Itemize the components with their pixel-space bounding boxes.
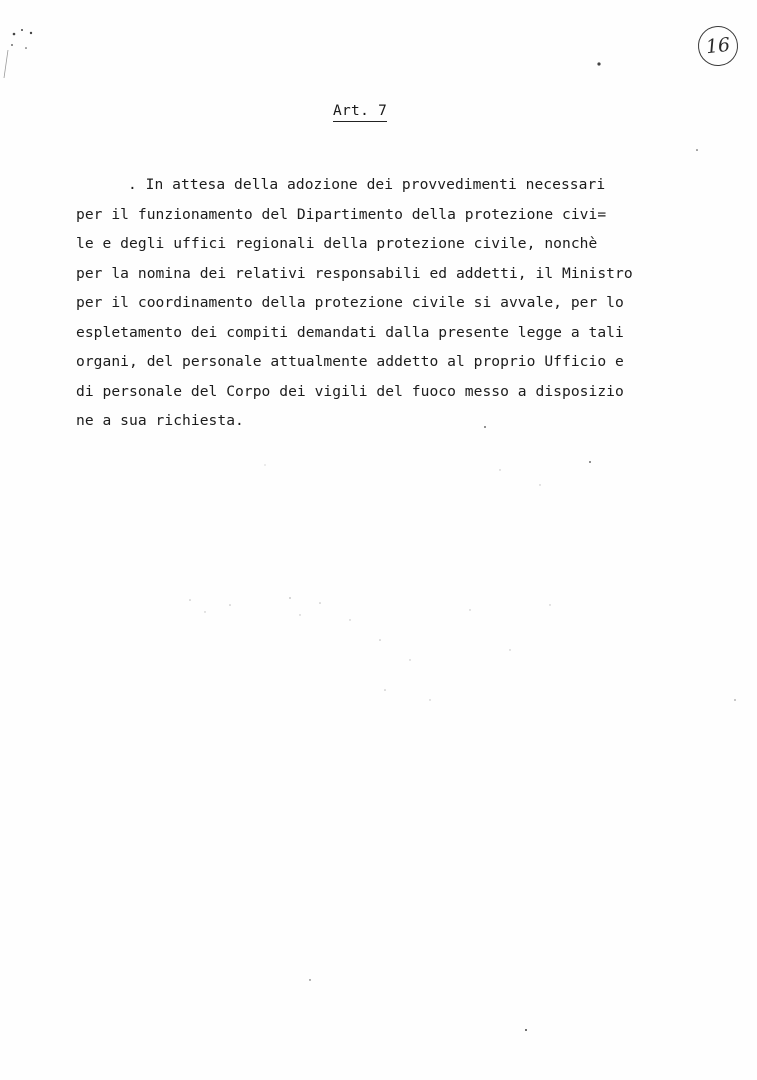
body-line: di personale del Corpo dei vigili del fuoco messo a disposizio xyxy=(76,382,624,400)
body-line: espletamento dei compiti demandati dalla presente legge a tali xyxy=(76,323,624,341)
body-line: per il funzionamento del Dipartimento della protezione civi= xyxy=(76,205,607,223)
page-number: 16 xyxy=(704,33,732,59)
body-line: organi, del personale attualmente addetto al proprio Ufficio e xyxy=(76,353,624,370)
body-line: le e degli uffici regionali della protezione civile, nonchè xyxy=(76,235,598,252)
body-line: per il coordinamento della protezione civile si avvale, per lo xyxy=(76,294,624,311)
body-line: per la nomina dei relativi responsabili ed addetti, il Ministro xyxy=(76,264,633,282)
body-line: . In attesa della adozione dei provvedimenti necessari xyxy=(128,176,606,193)
article-heading: Art. 7 xyxy=(333,103,387,122)
body-line: ne a sua richiesta. xyxy=(76,412,244,429)
article-body xyxy=(76,170,706,436)
